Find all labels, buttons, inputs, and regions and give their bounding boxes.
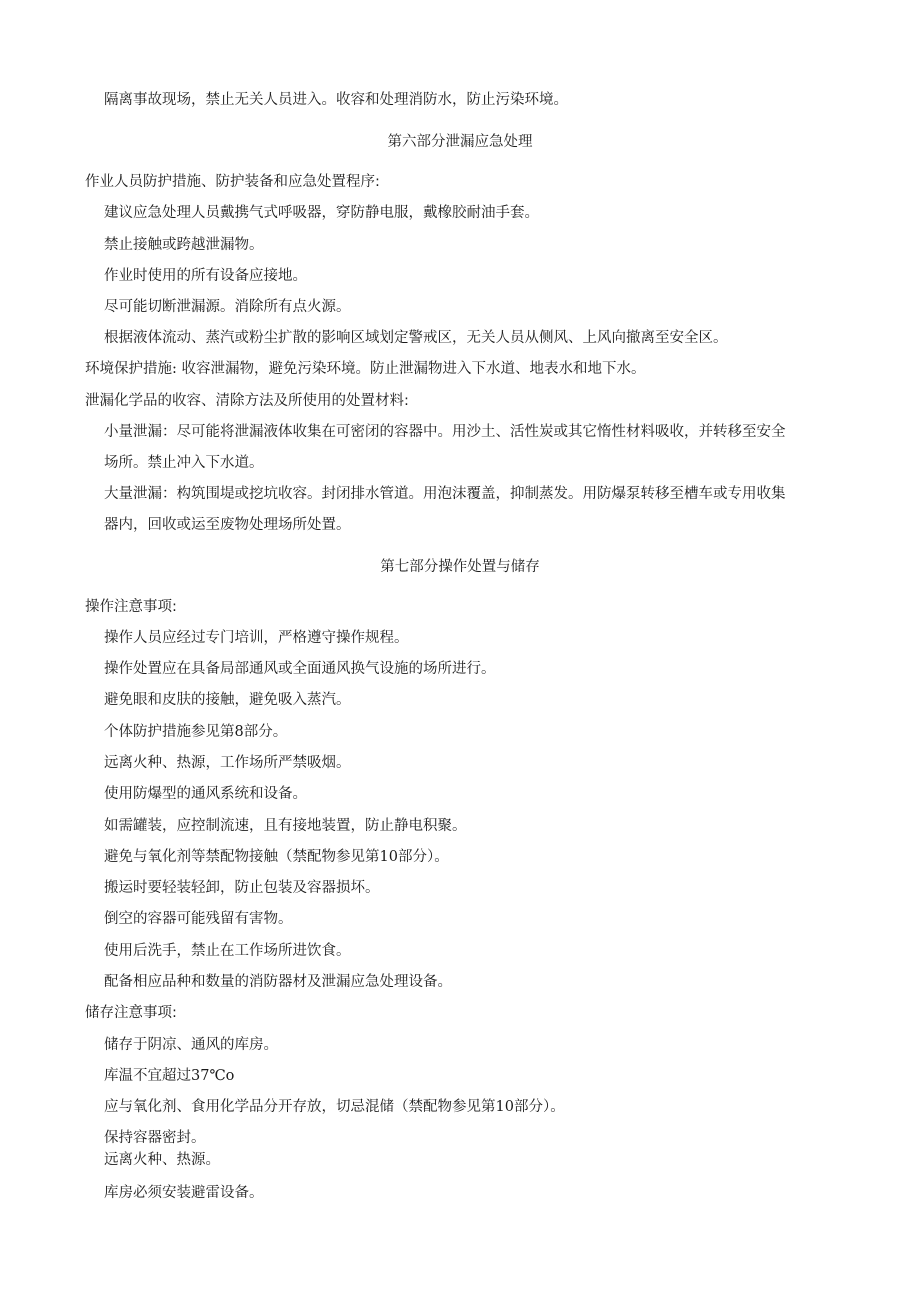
list-item: 使用后洗手，禁止在工作场所进饮食。 [104,943,351,959]
list-item: 应与氧化剂、食用化学品分开存放，切忌混储（禁配物参见第10部分）。 [104,1099,565,1115]
list-item: 操作人员应经过专门培训，严格遵守操作规程。 [104,630,409,646]
small-leak-line-1: 小量泄漏：尽可能将泄漏液体收集在可密闭的容器中。用沙土、活性炭或其它惰性材料吸收，并转移至安全 [104,424,786,440]
list-item: 避免与氧化剂等禁配物接触（禁配物参见第10部分）。 [104,849,449,865]
list-item: 保持容器密封。 [104,1130,206,1146]
operation-precautions-heading: 操作注意事项: [85,599,177,615]
list-item: 库房必须安装避雷设备。 [104,1185,264,1201]
list-item: 操作处置应在具备局部通风或全面通风换气设施的场所进行。 [104,661,496,677]
section-6-title: 第六部分泄漏应急处理 [387,134,533,150]
list-item: 建议应急处理人员戴携气式呼吸器，穿防静电服，戴橡胶耐油手套。 [104,205,539,221]
list-item: 倒空的容器可能残留有害物。 [104,911,293,927]
list-item: 禁止接触或跨越泄漏物。 [104,237,264,253]
large-leak-line-2: 器内，回收或运至废物处理场所处置。 [104,517,351,533]
cleanup-methods-heading: 泄漏化学品的收容、清除方法及所使用的处置材料: [85,393,409,409]
list-item: 使用防爆型的通风系统和设备。 [104,786,307,802]
list-item: 远离火种、热源，工作场所严禁吸烟。 [104,755,351,771]
small-leak-line-2: 场所。禁止冲入下水道。 [104,455,264,471]
list-item: 尽可能切断泄漏源。消除所有点火源。 [104,299,351,315]
list-item: 个体防护措施参见第8部分。 [104,724,288,740]
list-item: 远离火种、热源。 [104,1152,220,1168]
section-7-title: 第七部分操作处置与储存 [380,559,540,575]
list-item: 库温不宜超过37℃o [104,1068,235,1084]
list-item: 搬运时要轻装轻卸，防止包装及容器损坏。 [104,880,380,896]
list-item: 作业时使用的所有设备应接地。 [104,268,307,284]
list-item: 根据液体流动、蒸汽或粉尘扩散的影响区域划定警戒区，无关人员从侧风、上风向撤离至安全区。 [104,330,728,346]
personnel-protection-heading: 作业人员防护措施、防护装备和应急处置程序: [85,174,380,190]
environment-protection-label: 环境保护措施 [85,361,172,377]
list-item: 储存于阴凉、通风的库房。 [104,1037,278,1053]
paragraph-isolation: 隔离事故现场，禁止无关人员进入。收容和处理消防水，防止污染环境。 [104,92,568,108]
environment-protection-text: : 收容泄漏物，避免污染环境。防止泄漏物进入下水道、地表水和地下水。 [172,361,646,377]
list-item: 配备相应品种和数量的消防器材及泄漏应急处理设备。 [104,974,452,990]
storage-precautions-heading: 储存注意事项: [85,1005,177,1021]
environment-protection-line [85,359,646,379]
large-leak-line-1: 大量泄漏：构筑围堤或挖坑收容。封闭排水管道。用泡沫覆盖，抑制蒸发。用防爆泵转移至槽车或专用收集 [104,486,786,502]
list-item: 避免眼和皮肤的接触，避免吸入蒸汽。 [104,692,351,708]
list-item: 如需罐装，应控制流速，且有接地装置，防止静电积聚。 [104,818,467,834]
